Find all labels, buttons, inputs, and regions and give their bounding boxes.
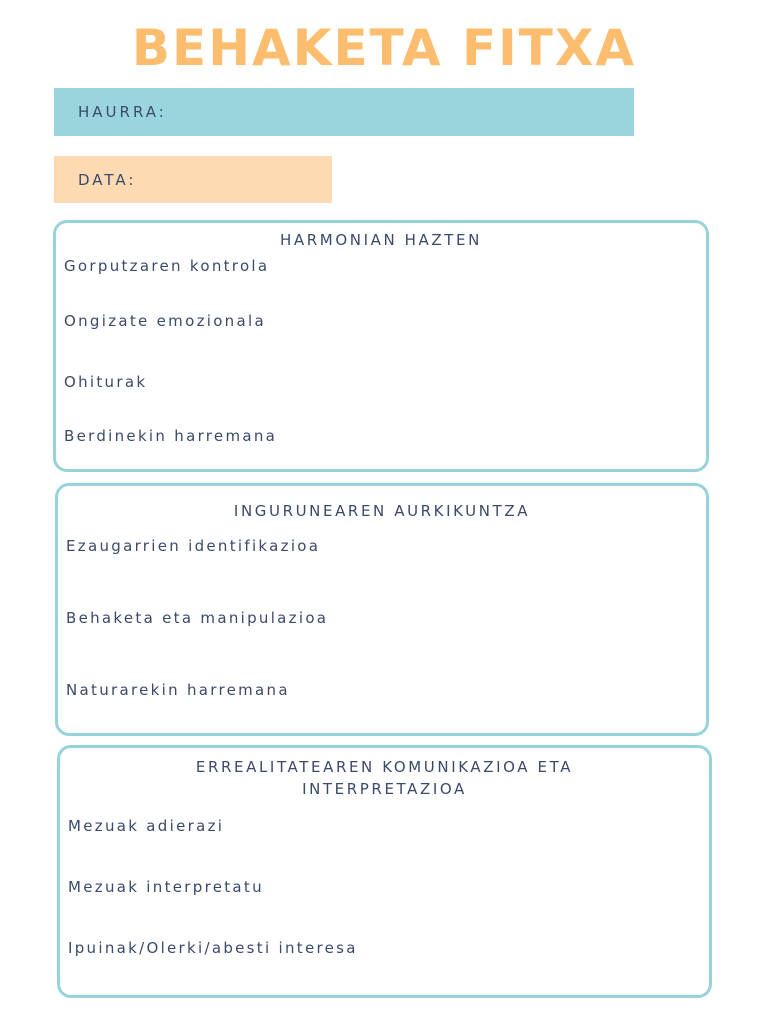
section-title: ERREALITATEAREN KOMUNIKAZIOA ETA [195,758,574,776]
section-harmonian-hazten [53,220,709,472]
date-field[interactable] [54,156,332,203]
section-ingurunearen-aurkikuntza [55,483,709,736]
section-title: INGURUNEAREN AURKIKUNTZA [233,502,531,520]
list-item: Behaketa eta manipulazioa [66,609,329,627]
list-item: Ezaugarrien identifikazioa [66,537,321,555]
list-item: Naturarekin harremana [66,681,290,699]
list-item: Gorputzaren kontrola [64,257,270,275]
list-item: Ohiturak [64,373,148,391]
list-item: Mezuak adierazi [68,817,225,835]
list-item: Ongizate emozionala [64,312,266,330]
list-item: Berdinekin harremana [64,427,278,445]
child-name-field[interactable] [54,88,634,136]
list-item: Mezuak interpretatu [68,878,264,896]
date-label: DATA: [78,170,137,189]
section-errealitatearen-komunikazioa [57,745,712,998]
section-title-line2: INTERPRETAZIOA [302,780,467,798]
child-name-label: HAURRA: [78,103,167,121]
page-title: BEHAKETA FITXA [131,19,637,77]
section-title: HARMONIAN HAZTEN [280,231,482,249]
list-item: Ipuinak/Olerki/abesti interesa [68,939,358,957]
